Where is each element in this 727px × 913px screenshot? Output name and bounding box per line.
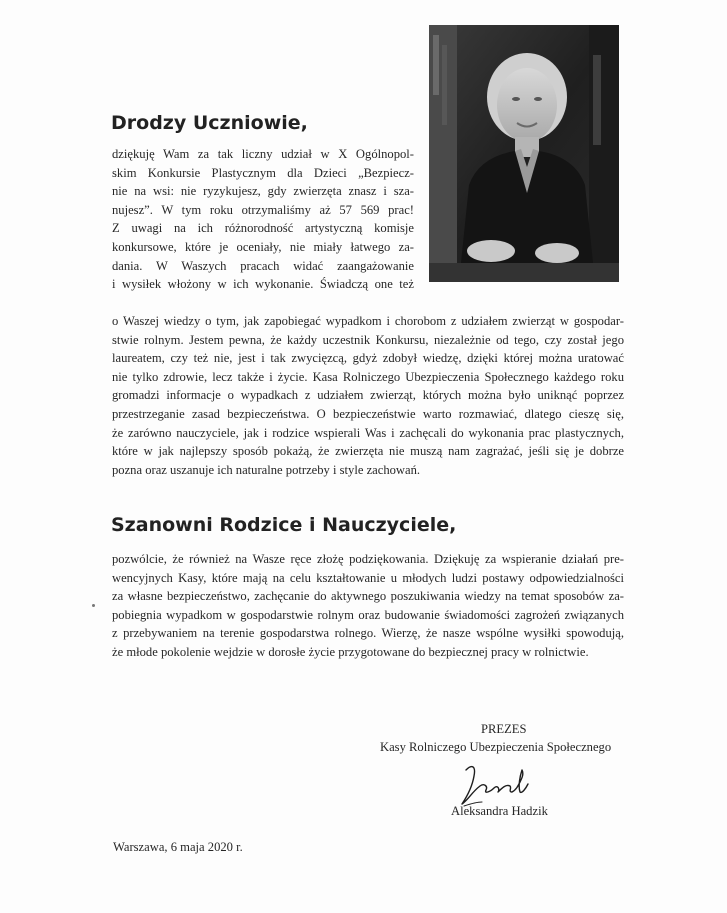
paragraph-line: pobiegnia wypadkom w gospodarstwie rolnym oraz budowanie świadomości zagrożeń związanych bbox=[112, 607, 624, 622]
paragraph-line: laureatem, czy też nie, jest i tak zwycięzcą, gdyż zdobył wiedzę, dzięki której można uratować bbox=[112, 351, 624, 366]
paragraph-line: wencyjnych Kasy, które mają na celu kształtowanie u młodych ludzi postawy odpowiedzialności bbox=[112, 570, 624, 585]
parents-paragraph bbox=[112, 550, 624, 662]
paragraph-line: stwie rolnym. Jestem pewna, że każdy uczestnik Konkursu, niezależnie od tego, czy został jego bbox=[112, 332, 624, 347]
paragraph-line: i wysiłek włożony w ich wykonanie. Świadczą one też bbox=[112, 277, 414, 292]
paragraph-line: z przebywaniem na terenie gospodarstwa rolnego. Wierzę, że nasze wspólne wysiłki spowodują, bbox=[112, 626, 624, 641]
paragraph-line: że zarówno nauczyciele, jak i rodzice wspierali Was i zachęcali do wykonania prac plastycznych, bbox=[112, 425, 624, 440]
greeting-students-heading: Drodzy Uczniowie, bbox=[111, 112, 308, 134]
paragraph-line: pozwólcie, że również na Wasze ręce złożę podziękowania. Dziękuję za wspieranie działań pre- bbox=[112, 552, 624, 566]
paragraph-line: że młode pokolenie wejdzie w dorosłe życie przygotowane do bezpiecznej pracy w rolnictwie. bbox=[112, 644, 589, 659]
signatory-organization: Kasy Rolniczego Ubezpieczenia Społecznego bbox=[380, 740, 612, 754]
students-paragraph-wrapped bbox=[112, 145, 414, 294]
paragraph-line: dania. W Waszych pracach widać zaangażowanie bbox=[112, 258, 414, 273]
paragraph-line: pozna oraz uszanuje ich naturalne potrzeby i style zachowań. bbox=[112, 462, 421, 477]
greeting-parents-heading: Szanowni Rodzice i Nauczyciele, bbox=[111, 514, 457, 536]
paragraph-line: dziękuję Wam za tak liczny udział w X Ogólnopol- bbox=[112, 147, 414, 161]
signatory-name: Aleksandra Hadzik bbox=[451, 804, 548, 818]
paragraph-line: gromadzi informacje o wypadkach z udziałem zwierząt, których można było uniknąć poprzez bbox=[112, 388, 624, 403]
paragraph-line: o Waszej wiedzy o tym, jak zapobiegać wypadkom i chorobom z udziałem zwierząt w gospodar- bbox=[112, 314, 624, 328]
scan-speck bbox=[92, 604, 95, 607]
author-portrait-photo bbox=[429, 25, 619, 282]
paragraph-line: konkursowe, które je oceniały, nie miały łatwego za- bbox=[112, 239, 414, 254]
paragraph-line: które w jak najlepszy sposób pokażą, że zwierzęta nie muszą nam zagrażać, jeśli się je dobrze bbox=[112, 444, 624, 459]
paragraph-line: przestrzeganie zasad bezpieczeństwa. O bezpieczeństwie warto rozmawiać, dlatego cieszę się, bbox=[112, 406, 624, 421]
paragraph-line: nie na wsi: nie ryzykujesz, gdy zwierzęta znasz i sza- bbox=[112, 184, 414, 199]
paragraph-line: Z uwagi na ich różnorodność artystyczną komisje bbox=[112, 221, 414, 236]
students-paragraph-full bbox=[112, 312, 624, 479]
paragraph-line: nie tylko zdrowie, lecz także i życie. Kasa Rolniczego Ubezpieczenia Społecznego każdego roku bbox=[112, 369, 624, 384]
paragraph-line: nujesz”. W tym roku otrzymaliśmy aż 57 569 prac! bbox=[112, 202, 414, 217]
paragraph-line: za własne bezpieczeństwo, zachęcanie do aktywnego poszukiwania wiedzy na temat sposobów za- bbox=[112, 589, 624, 604]
place-and-date: Warszawa, 6 maja 2020 r. bbox=[113, 840, 243, 854]
signatory-title: PREZES bbox=[481, 722, 527, 736]
paragraph-line: skim Konkursie Plastycznym dla Dzieci „Bezpiecz- bbox=[112, 165, 414, 180]
